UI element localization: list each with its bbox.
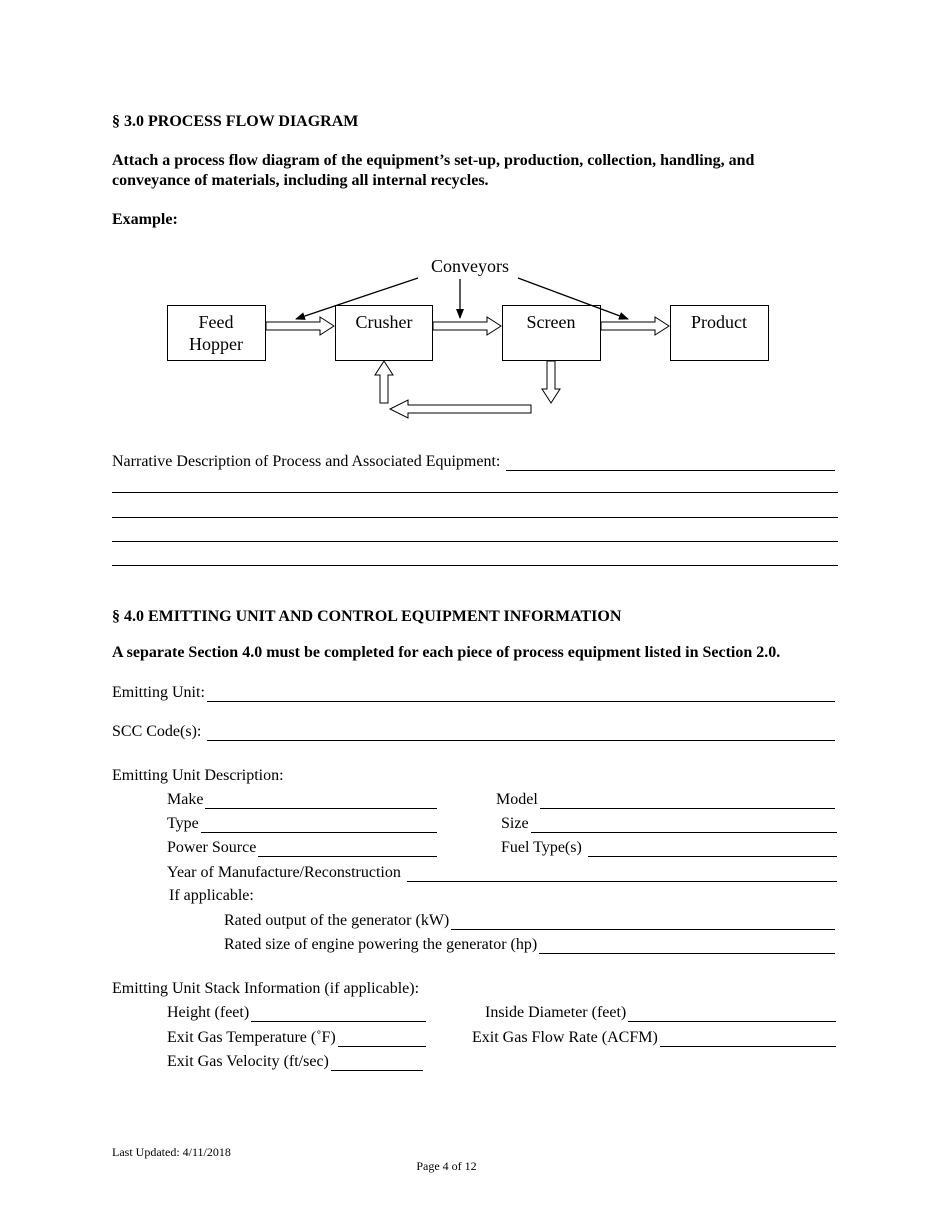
rated-size-field <box>224 936 835 954</box>
narrative-blank-line-3[interactable] <box>112 541 838 542</box>
example-label: Example: <box>112 211 178 228</box>
year-label: Year of Manufacture/Reconstruction <box>167 864 401 881</box>
exit-gas-velocity-label: Exit Gas Velocity (ft/sec) <box>167 1053 329 1070</box>
page-number: Page 4 of 12 <box>416 1159 477 1173</box>
type-label: Type <box>167 815 199 832</box>
inside-diameter-label: Inside Diameter (feet) <box>485 1004 627 1021</box>
rated-output-label: Rated output of the generator (kW) <box>224 912 450 929</box>
emitting-unit-description-label: Emitting Unit Description: <box>112 767 284 784</box>
inside-diameter-input[interactable] <box>628 1006 836 1022</box>
exit-gas-velocity-input[interactable] <box>331 1055 423 1071</box>
year-field <box>167 864 837 882</box>
model-label: Model <box>496 791 538 808</box>
section-3-heading: § 3.0 PROCESS FLOW DIAGRAM <box>112 113 359 130</box>
narrative-blank-line-2[interactable] <box>112 517 838 518</box>
narrative-input-line[interactable] <box>506 455 835 471</box>
rated-output-field <box>224 912 835 930</box>
emitting-unit-input[interactable] <box>207 686 835 702</box>
fuel-type-field <box>501 839 837 857</box>
narrative-blank-line-4[interactable] <box>112 565 838 566</box>
year-input[interactable] <box>407 866 837 882</box>
section-4-heading: § 4.0 EMITTING UNIT AND CONTROL EQUIPMENT INFORMATION <box>112 608 622 625</box>
exit-gas-temperature-input[interactable] <box>338 1031 426 1047</box>
scc-code-input[interactable] <box>207 725 835 741</box>
exit-gas-flow-input[interactable] <box>660 1031 836 1047</box>
make-field <box>167 791 437 809</box>
scc-code-label: SCC Code(s): <box>112 723 202 740</box>
make-input[interactable] <box>205 793 437 809</box>
type-field <box>167 815 437 833</box>
section-4-instruction: A separate Section 4.0 must be completed for each piece of process equipment listed in Section 2.0. <box>112 644 781 661</box>
process-flow-diagram <box>0 0 950 430</box>
height-label: Height (feet) <box>167 1004 250 1021</box>
flow-arrow-screen-to-product <box>601 317 669 335</box>
rated-size-input[interactable] <box>539 938 835 954</box>
if-applicable-label: If applicable: <box>169 887 254 904</box>
make-label: Make <box>167 791 204 808</box>
model-input[interactable] <box>540 793 835 809</box>
screen-output-down-arrow <box>542 361 560 403</box>
power-source-input[interactable] <box>258 841 437 857</box>
model-field <box>496 791 835 809</box>
emitting-unit-field <box>112 684 835 702</box>
narrative-label: Narrative Description of Process and Associated Equipment: <box>112 453 501 470</box>
fuel-type-input[interactable] <box>588 841 837 857</box>
type-input[interactable] <box>201 817 437 833</box>
exit-gas-flow-field <box>472 1029 836 1047</box>
exit-gas-temperature-label: Exit Gas Temperature (˚F) <box>167 1029 336 1046</box>
recycle-return-arrow <box>390 400 531 418</box>
last-updated: Last Updated: 4/11/2018 <box>112 1145 231 1159</box>
feed-hopper-label-line1: Feed <box>198 312 234 332</box>
size-label: Size <box>501 815 529 832</box>
recycle-up-arrow <box>375 361 393 403</box>
crusher-label: Crusher <box>355 312 413 332</box>
section-3-instruction-line1: Attach a process flow diagram of the equipment’s set-up, production, collection, handling, and <box>112 152 755 169</box>
size-input[interactable] <box>531 817 837 833</box>
narrative-field <box>112 453 835 471</box>
screen-label: Screen <box>526 312 576 332</box>
emitting-unit-label: Emitting Unit: <box>112 684 205 701</box>
stack-info-label: Emitting Unit Stack Information (if applicable): <box>112 980 420 997</box>
section-3-instruction-line2: conveyance of materials, including all internal recycles. <box>112 172 489 189</box>
narrative-blank-line-1[interactable] <box>112 492 838 493</box>
exit-gas-velocity-field <box>167 1053 423 1071</box>
exit-gas-temperature-field <box>167 1029 426 1047</box>
scc-code-field <box>112 723 835 741</box>
inside-diameter-field <box>485 1004 836 1022</box>
height-field <box>167 1004 426 1022</box>
flow-arrow-crusher-to-screen <box>433 317 501 335</box>
exit-gas-flow-label: Exit Gas Flow Rate (ACFM) <box>472 1029 658 1046</box>
height-input[interactable] <box>251 1006 426 1022</box>
rated-output-input[interactable] <box>451 914 835 930</box>
size-field <box>501 815 837 833</box>
flow-arrow-hopper-to-crusher <box>266 317 334 335</box>
product-label: Product <box>691 312 747 332</box>
rated-size-label: Rated size of engine powering the generator (hp) <box>224 936 538 953</box>
fuel-type-label: Fuel Type(s) <box>501 839 582 856</box>
power-source-field <box>167 839 437 857</box>
conveyors-label: Conveyors <box>431 256 509 276</box>
power-source-label: Power Source <box>167 839 257 856</box>
feed-hopper-label-line2: Hopper <box>189 334 243 354</box>
